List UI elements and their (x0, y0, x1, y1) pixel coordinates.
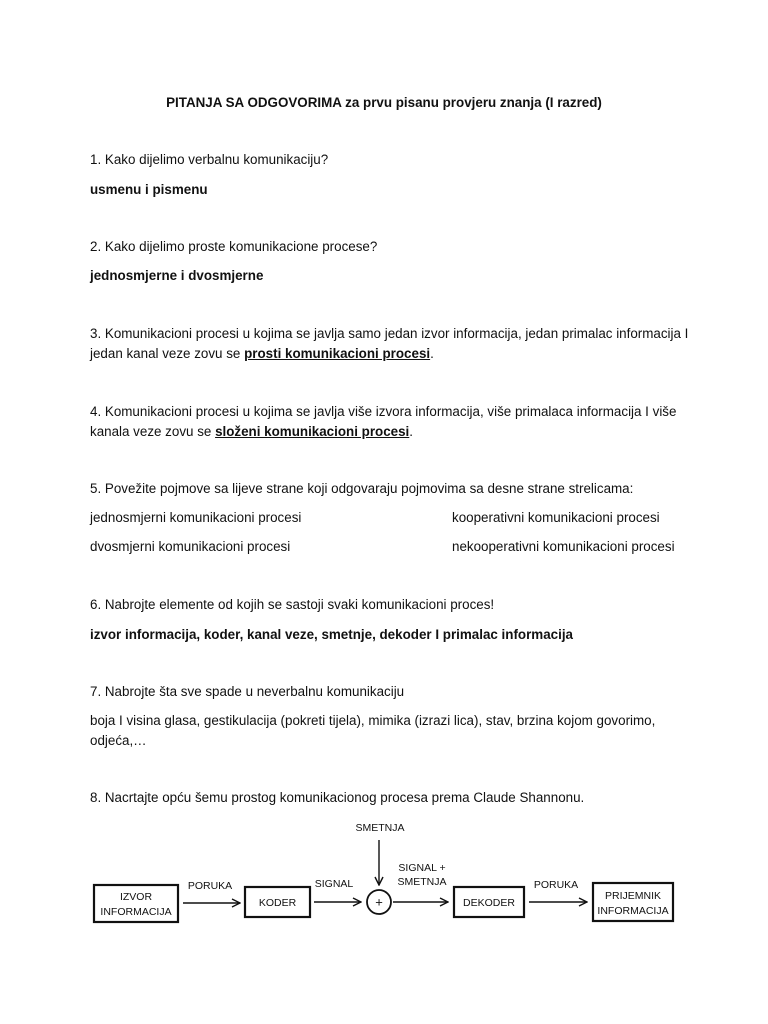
question-3-line-1: 3. Komunikacioni procesi u kojima se javlja samo jedan izvor informacija, jedan primalac informacija I (90, 326, 689, 341)
question-3-period: . (430, 346, 434, 361)
answer-1: usmenu i pismenu (90, 182, 208, 197)
source-label-2: INFORMACIJA (100, 906, 172, 918)
q5-left-item-2: dvosmjerni komunikacioni procesi (90, 539, 291, 554)
answer-2: jednosmjerne i dvosmjerne (90, 268, 264, 283)
answer-6: izvor informacija, koder, kanal veze, smetnje, dekoder I primalac informacija (90, 627, 573, 642)
question-4-line-1: 4. Komunikacioni procesi u kojima se javlja više izvora informacija, više primalaca informacija I više (90, 404, 677, 419)
label-message-1: PORUKA (187, 880, 233, 892)
coder-label: KODER (258, 897, 297, 909)
document-title: PITANJA SA ODGOVORIMA za prvu pisanu provjeru znanja (I razred) (166, 95, 602, 110)
question-2: 2. Kako dijelimo proste komunikacione procese? (90, 239, 378, 254)
receiver-label-1: PRIJEMNIK (604, 890, 662, 902)
question-5: 5. Povežite pojmove sa lijeve strane koji odgovaraju pojmovima sa desne strane strelicama: (90, 481, 634, 496)
question-4-text: kanala veze zovu se (90, 424, 216, 439)
answer-7-line-1: boja I visina glasa, gestikulacija (pokreti tijela), mimika (izrazi lica), stav, brzina kojom govorimo, (90, 713, 656, 728)
question-4-period: . (409, 424, 414, 439)
q5-right-item-1: kooperativni komunikacioni procesi (452, 510, 660, 525)
source-label-1: IZVOR (119, 891, 153, 903)
question-6: 6. Nabrojte elemente od kojih se sastoji svaki komunikacioni proces! (90, 597, 495, 612)
decoder-label: DEKODER (463, 897, 515, 909)
label-message-2: PORUKA (533, 879, 579, 891)
question-7: 7. Nabrojte šta sve spade u neverbalnu komunikaciju (90, 684, 405, 699)
plus-sign: + (375, 894, 383, 910)
answer-7-line-2: odjeća,… (90, 733, 147, 748)
label-signal-noise-2: SMETNJA (397, 876, 447, 888)
label-noise: SMETNJA (355, 822, 405, 834)
q5-left-item-1: jednosmjerni komunikacioni procesi (90, 510, 302, 525)
label-signal-noise-1: SIGNAL + (398, 862, 446, 874)
label-signal: SIGNAL (314, 878, 354, 890)
receiver-label-2: INFORMACIJA (597, 905, 669, 917)
answer-3-term: prosti komunikacioni procesi (244, 346, 431, 361)
q5-right-item-2: nekooperativni komunikacioni procesi (452, 539, 675, 554)
answer-4-term: složeni komunikacioni procesi (215, 424, 410, 439)
question-1: 1. Kako dijelimo verbalnu komunikaciju? (90, 152, 329, 167)
question-8: 8. Nacrtajte opću šemu prostog komunikacionog procesa prema Claude Shannonu. (90, 790, 585, 805)
question-3-text: jedan kanal veze zovu se (90, 346, 245, 361)
